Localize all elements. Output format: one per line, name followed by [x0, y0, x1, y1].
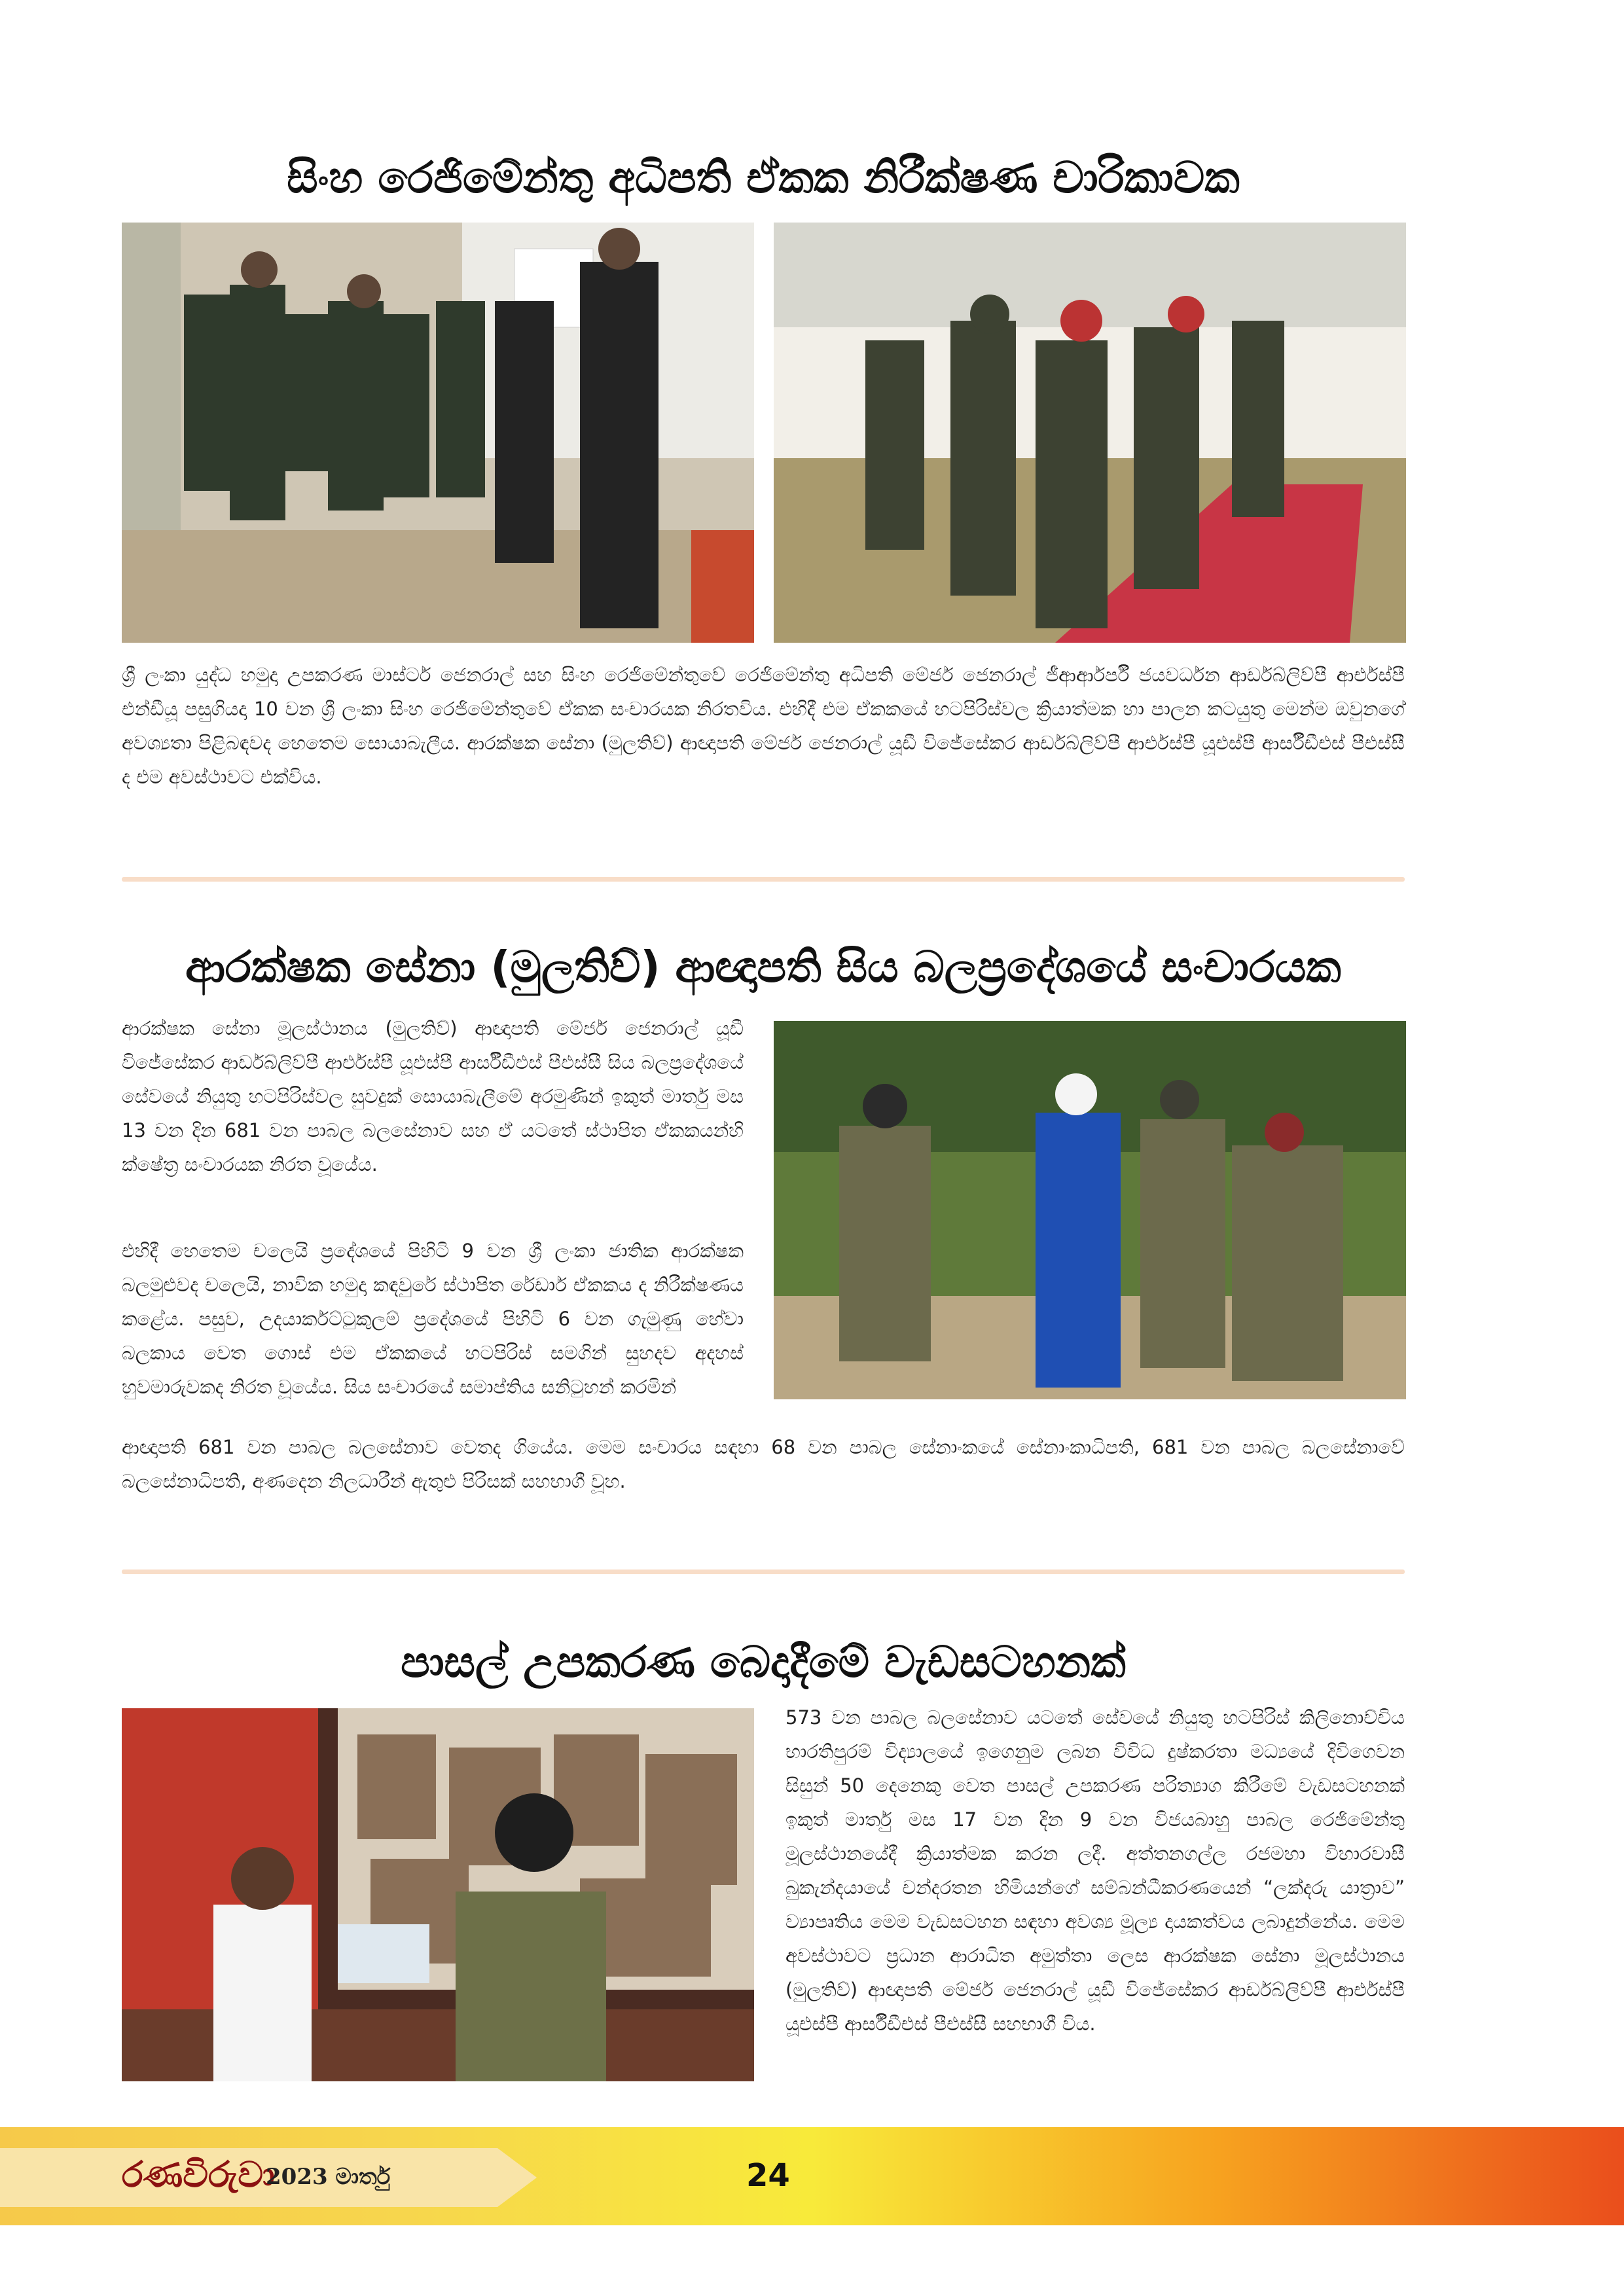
section1-headline: සිංහ රෙජිමේන්තු අධිපති ඒකක නිරීක්ෂණ චාරිකාවක	[287, 152, 1240, 203]
issue-date: 2023 මාර්තු	[266, 2164, 391, 2190]
section2-body-paragraph-3: ආඥාපති 681 වන පාබල බලසේනාව වෙතද ගියේය. මෙම සංචාරය සඳහා 68 වන පාබල සේනාංකයේ සේනාංකාධිපති, 681 වන පාබල බලසේනාවේ බලසේනාධිපති, අණදෙන නිලධාරීන් ඇතුළු පිරිසක් සහභාගී වූහ.	[122, 1436, 1405, 1492]
page-number: 24	[746, 2157, 790, 2194]
section-divider	[122, 1570, 1405, 1574]
section3-body: 573 වන පාබල බලසේනාව යටතේ සේවයේ නියුතු හටපිරිස් කිලිනොච්චිය භාරතිපුරම් විද්‍යාලයේ ඉගෙනුම ලබන විවිධ දුෂ්කරතා මධ්‍යයේ දිවිගෙවන සිසුන් 50 දෙනෙකු වෙත පාසල් උපකරණ පරිත්‍යාග කිරීමේ වැඩසටහනක් ඉකුත් මාර්තු මස 17 වන දින 9 වන විජයබාහු පාබල රෙජිමේන්තු මූලස්ථානයේදී ක්‍රියාත්මක කරන ලදී. අත්තනගල්ල රජමහා විහාරවාසී බුකැන්දයායේ චන්දරතන හිමියන්ගේ සම්බන්ධීකරණයෙන් “ලක්දරු යාත්‍රාව” ව්‍යාපෘතිය මෙම වැඩසටහන සඳහා අවශ්‍ය මූල්‍ය දායකත්වය ලබාදුන්නේය. මෙම අවස්ථාවට ප්‍රධාන ආරාධිත අමුත්තා ලෙස ආරක්ෂක සේනා මූලස්ථානය (මුලතිව්) ආඥාපති මේජර් ජෙනරාල් යූඩී විජේසේකර ආර්ඩබ්ලිව්පී ආර්එස්පී යූඑස්පී ආර්සීඩීඑස් පීඑස්සී සහභාගී විය.	[785, 1706, 1405, 2035]
section2-body-paragraph-2: එහිදී හෙතෙම චලෙයි ප්‍රදේශයේ පිහිටි 9 වන ශ්‍රී ලංකා ජාතික ආරක්ෂක බලමුළුවද චලෙයි, නාවික හමුදා කඳවුරේ ස්ථාපිත රේඩාර් ඒකකය ද නිරීක්ෂණය කළේය. පසුව, උදයාර්කට්ටුකුලම් ප්‍රදේශයේ පිහිටි 6 වන ගැමුණු හේවා බලකාය වෙත ගොස් එම ඒකකයේ හටපිරිස් සමගින් සුහදව අදහස් හුවමාරුවකද නිරත වූයේය. සිය සංචාරයේ සමාප්තිය සනිටුහන් කරමින්	[122, 1240, 744, 1398]
school-equipment-donation-photo	[122, 1708, 754, 2081]
officers-on-red-carpet-photo	[774, 223, 1406, 643]
officers-greeting-photo	[122, 223, 754, 643]
section1-body: ශ්‍රී ලංකා යුද්ධ හමුදා උපකරණ මාස්ටර් ජෙනරාල් සහ සිංහ රෙජිමේන්තුවේ රෙජිමේන්තු අධිපති මේජර් ජෙනරාල් ජීආර්ආර්පී ජයවර්ධන ආර්ඩබ්ලිව්පී ආර්එස්පී එන්ඩීයූ පසුගියදා 10 වන ශ්‍රී ලංකා සිංහ රෙජිමේන්තුවේ ඒකක සංචාරයක නිරතවිය. එහිදී එම ඒකකයේ හටපිරිස්වල ක්‍රියාත්මක හා පාලන කටයුතු මෙන්ම ඔවුනගේ අවශ්‍යතා පිළිබඳවද හෙතෙම සොයාබැලීය. ආරක්ෂක සේනා (මුලතිව්) ආඥාපති මේජර් ජෙනරාල් යූඩී විජේසේකර ආර්ඩබ්ලිව්පී ආර්එස්පී යූඑස්පී ආර්සීඩීඑස් පීඑස්සී ද එම අවස්ථාවට එක්විය.	[122, 664, 1405, 788]
section3-headline: පාසල් උපකරණ බෙදාදීමේ වැඩසටහනක්	[401, 1637, 1126, 1687]
commander-field-visit-photo	[774, 1021, 1406, 1399]
magazine-logo: රණවිරුවා	[122, 2153, 275, 2195]
section2-body-paragraph-1: ආරක්ෂක සේනා මූලස්ථානය (මුලතිව්) ආඥාපති මේජර් ජෙනරාල් යූඩී විජේසේකර ආර්ඩබ්ලිව්පී ආර්එස්පී යූඑස්පී ආර්සීඩීඑස් පීඑස්සී සිය බලප්‍රදේශයේ සේවයේ නියුතු හටපිරිස්වල සුවදුක් සොයාබැලීමේ අරමුණින් ඉකුත් මාර්තු මස 13 වන දින 681 වන පාබල බලසේනාව සහ ඒ යටතේ ස්ථාපිත ඒකකයන්හි ක්ෂේත්‍ර සංචාරයක නිරත වූයේය.	[122, 1017, 744, 1175]
section-divider	[122, 877, 1405, 882]
section2-headline: ආරක්ෂක සේනා (මුලතිව්) ආඥාපති සිය බලප්‍රදේශයේ සංචාරයක	[185, 942, 1341, 992]
